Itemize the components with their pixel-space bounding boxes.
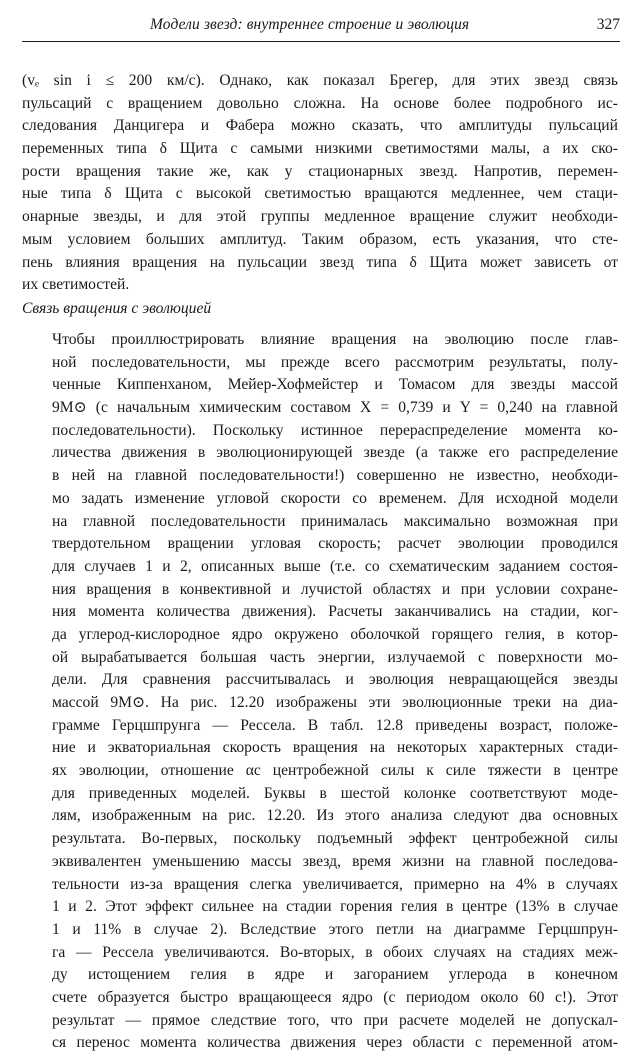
text-line: ния вращения в конвективной и лучистой областях и при условии сохране-: [52, 580, 618, 598]
text-line: переменных типа δ Щита с самыми низкими светимостями малы, а их ско-: [22, 140, 618, 158]
text-line: тельности из-за вращения слегка увеличивается, примерно на 4% в случаях: [52, 875, 618, 893]
text-line: да углерод-кислородное ядро окружено оболочкой горящего гелия, в котор-: [52, 625, 618, 643]
text-line: пень влияния вращения на пульсации звезд типа δ Щита может зависеть от: [22, 253, 618, 271]
page-number: 327: [596, 16, 620, 33]
text-line: рости вращения такие же, как у стационарных звезд. Напротив, перемен-: [22, 162, 618, 180]
text-line: лям, изображенным на рис. 12.20. Из этого анализа следуют два основных: [52, 807, 618, 825]
text-line: их светимостей.: [22, 276, 130, 294]
text-line: 1 и 2. Этот эффект сильнее на стадии горения гелия в центре (13% в случае: [52, 898, 618, 916]
text-line: ные типа δ Щита с высокой светимостью вращаются медленнее, чем стаци-: [22, 185, 618, 203]
header-rule: [22, 41, 620, 42]
text-line: ся перенос момента количества движения через области с переменной атом-: [52, 1034, 618, 1052]
text-line: ния момента количества движения). Расчеты заканчивались на стадии, ког-: [52, 603, 618, 621]
text-line: в ней на главной последовательности!) совершенно не известно, необходи-: [52, 467, 618, 485]
text-line: дели. Для сравнения рассчитывалась и эволюция невращающейся звезды: [52, 671, 618, 689]
text-line: ях эволюции, отношение αc центробежной силы к силе тяжести в центре: [52, 762, 618, 780]
text-line: ние и экваториальная скорость вращения на некоторых характерных стади-: [52, 739, 618, 757]
text-line: (vₑ sin i ≤ 200 км/с). Однако, как показал Брегер, для этих звезд связь: [22, 72, 618, 89]
section-title: Связь вращения с эволюцией: [22, 300, 212, 317]
text-line: Чтобы проиллюстрировать влияние вращения на эволюцию после глав-: [52, 331, 618, 348]
text-line: для случаев 1 и 2, описанных выше (т.е. со схематическим заданием состоя-: [52, 557, 618, 575]
text-line: эквивалентен уменьшению массы звезд, время жизни на главной последова-: [52, 852, 618, 870]
running-header: [22, 6, 620, 42]
text-line: ой вырабатывается большая часть энергии, излучаемой с поверхности мо-: [52, 648, 618, 666]
text-line: грамме Герцшпрунга — Рессела. В табл. 12.8 приведены возраст, положе-: [52, 716, 618, 734]
text-line: мо задать изменение угловой скорости со временем. Для исходной модели: [52, 489, 618, 507]
text-line: результат — прямое следствие того, что при расчете моделей не допускал-: [52, 1011, 618, 1029]
text-line: ду истощением гелия в ядре и загоранием углерода в конечном: [52, 966, 618, 984]
text-line: следования Данцигера и Фабера можно сказать, что амплитуды пульсаций: [22, 117, 618, 135]
text-line: на главной последовательности принималась максимально возможная при: [52, 512, 618, 530]
running-title: Модели звезд: внутреннее строение и эволюция: [150, 16, 470, 33]
text-line: твердотельном вращении угловая скорость; расчет эволюции проводился: [52, 535, 618, 553]
text-line: пульсаций с вращением довольно сложна. На основе более подробного ис-: [22, 94, 618, 112]
text-line: результата. Во-первых, поскольку подъемный эффект центробежной силы: [52, 830, 618, 848]
text-line: для приведенных моделей. Буквы в шестой колонке соответствуют моде-: [52, 784, 618, 802]
paragraph-1: [22, 70, 618, 297]
paragraph-2: [22, 329, 618, 1055]
text-line: ной последовательности, мы прежде всего рассмотрим результаты, полу-: [52, 353, 618, 371]
text-line: 9M⊙ (с начальным химическим составом X = 0,739 и Y = 0,240 на главной: [52, 399, 618, 417]
text-line: ченные Киппенханом, Мейер-Хофмейстер и Томасом для звезды массой: [52, 376, 618, 394]
text-line: 1 и 11% в случае 2). Вследствие этого петли на диаграмме Герцшпрун-: [52, 920, 618, 938]
text-line: массой 9M⊙. На рис. 12.20 изображены эти эволюционные треки на диа-: [52, 694, 618, 711]
text-line: га — Рессела увеличиваются. Во-вторых, в обоих случаях на стадиях меж-: [52, 943, 618, 961]
text-line: личества движения в эволюционирующей звезде (а также его распределение: [52, 444, 618, 462]
text-line: счете образуется быстро вращающееся ядро (с периодом около 60 с!). Этот: [52, 988, 618, 1006]
text-line: последовательности). Поскольку истинное перераспределение момента ко-: [52, 421, 618, 439]
text-line: онарные звезды, и для этой группы медленное вращение служит необходи-: [22, 208, 618, 226]
text-line: мым условием больших амплитуд. Таким образом, есть указания, что сте-: [22, 230, 618, 248]
